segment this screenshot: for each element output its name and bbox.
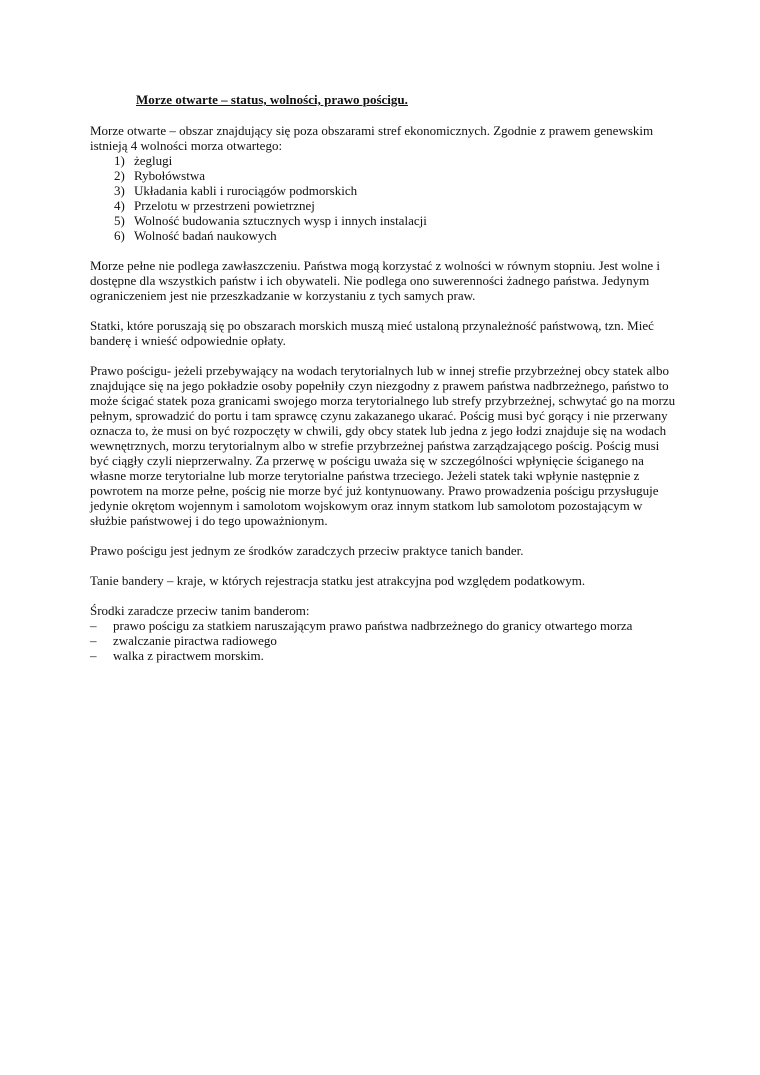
list-item — [90, 618, 680, 633]
list-item — [90, 228, 680, 243]
list-item — [90, 648, 680, 663]
paragraph-cheap-flags: Tanie bandery – kraje, w których rejestracja statku jest atrakcyjna pod względem podatkowym. — [90, 573, 586, 588]
list-text: Przelotu w przestrzeni powietrznej — [134, 198, 315, 213]
remedies-list — [90, 618, 680, 663]
list-text: Wolność budowania sztucznych wysp i innych instalacji — [134, 213, 427, 228]
dash-bullet: – — [90, 618, 97, 633]
list-text: walka z piractwem morskim. — [113, 648, 264, 663]
list-number: 1) — [114, 153, 125, 168]
list-number: 5) — [114, 213, 125, 228]
list-text: prawo pościgu za statkiem naruszającym prawo państwa nadbrzeżnego do granicy otwartego morza — [113, 618, 633, 633]
list-item — [90, 198, 680, 213]
document-page — [90, 92, 680, 663]
list-item — [90, 633, 680, 648]
dash-bullet: – — [90, 648, 97, 663]
list-text: zwalczanie piractwa radiowego — [113, 633, 277, 648]
list-number: 3) — [114, 183, 125, 198]
paragraph-hot-pursuit: Prawo pościgu- jeżeli przebywający na wodach terytorialnych lub w innej strefie przybrzeżnej obcy statek albo znajdujące się na jego pokładzie osoby popełniły czyn niezgodny z prawem państwa nadbrzeżnego, państwo to może ścigać statek poza granicami swojego morza terytorialnego lub strefy przybrzeżnej, schwytać go na morzu pełnym, sprowadzić do portu i tam sprawcę czynu zakazanego ukarać. Pościg musi być gorący i nie przerwany oznacza to, że musi on być rozpoczęty w chwili, gdy obcy statek lub jedna z jego łodzi znajduje się na wodach wewnętrznych, morzu terytorialnym albo w strefie przybrzeżnej państwa zarządzającego pościg. Pościg musi być ciągły czyli nieprzerwalny. Za przerwę w pościgu uważa się w szczególności wpłynięcie ściganego na własne morze terytorialne lub morze terytorialne państwa trzeciego. Jeżeli statek taki wpłynie następnie z powrotem na morze pełne, pościg nie morze być już kontynuowany. Prawo prowadzenia pościgu przysługuje jedynie okrętom wojennym i samolotom wojskowym oraz innym statkom lub samolotom pozostającym w służbie państwowej i do tego upoważnionym. — [90, 363, 676, 528]
paragraph-remedy: Prawo pościgu jest jednym ze środków zaradczych przeciw praktyce tanich bander. — [90, 543, 524, 558]
list-item — [90, 168, 680, 183]
list-text: żeglugi — [134, 153, 173, 168]
intro-paragraph: Morze otwarte – obszar znajdujący się poza obszarami stref ekonomicznych. Zgodnie z prawem genewskim istnieją 4 wolności morza otwartego: — [90, 123, 654, 153]
list-text: Wolność badań naukowych — [134, 228, 277, 243]
remedies-heading: Środki zaradcze przeciw tanim banderom: — [90, 603, 310, 618]
freedoms-list — [90, 153, 680, 243]
list-text: Rybołówstwa — [134, 168, 205, 183]
list-item — [90, 183, 680, 198]
paragraph-appropriation: Morze pełne nie podlega zawłaszczeniu. Państwa mogą korzystać z wolności w równym stopniu. Jest wolne i dostępne dla wszystkich państw i ich obywateli. Nie podlega ono suwerenności żadnego państwa. Jedynym ograniczeniem jest nie przeszkadzanie w korzystaniu z tych samych praw. — [90, 258, 661, 303]
list-number: 6) — [114, 228, 125, 243]
list-number: 2) — [114, 168, 125, 183]
list-item — [90, 213, 680, 228]
document-title: Morze otwarte – status, wolności, prawo pościgu. — [136, 92, 408, 107]
list-text: Układania kabli i rurociągów podmorskich — [134, 183, 358, 198]
list-item — [90, 153, 680, 168]
list-number: 4) — [114, 198, 125, 213]
dash-bullet: – — [90, 633, 97, 648]
paragraph-nationality: Statki, które poruszają się po obszarach morskich muszą mieć ustaloną przynależność państwową, tzn. Mieć banderę i wnieść odpowiednie opłaty. — [90, 318, 654, 348]
